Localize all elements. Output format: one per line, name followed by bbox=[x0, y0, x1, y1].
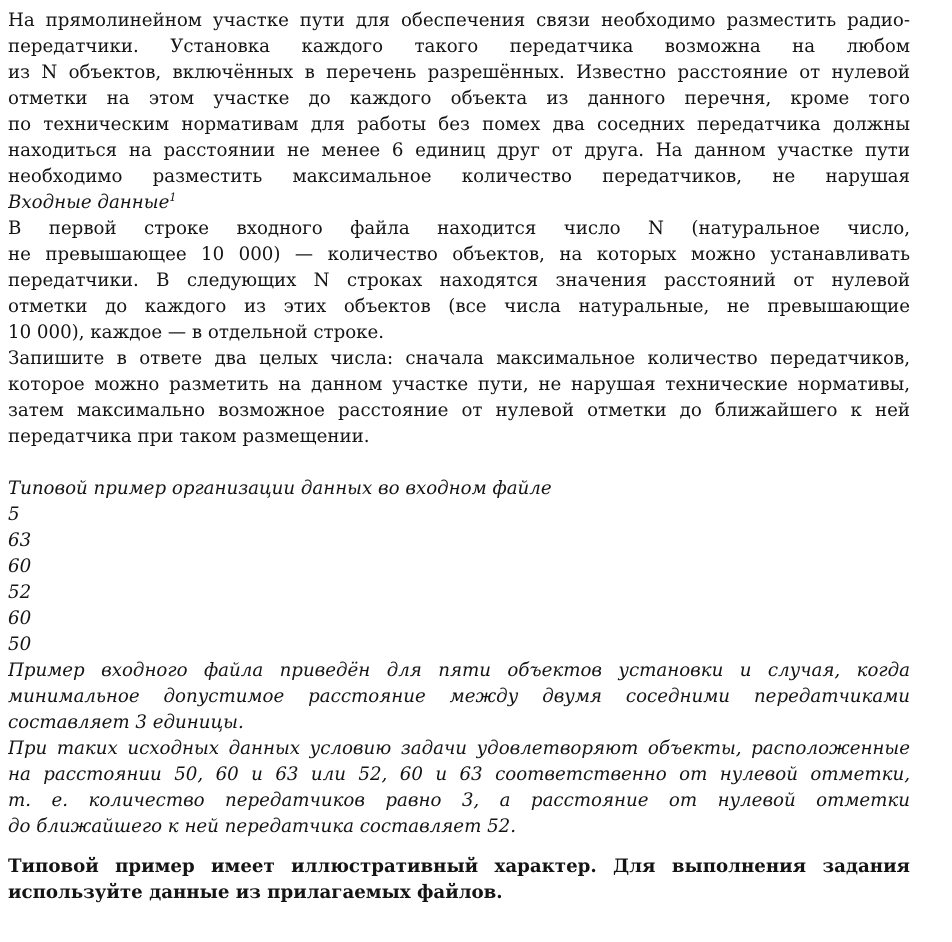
input-line: отметки до каждого из этих объектов (все числа натуральные, не превышающие bbox=[8, 296, 910, 317]
spacer bbox=[8, 840, 910, 854]
closing-line: используйте данные из прилагаемых файлов. bbox=[8, 882, 503, 903]
closing-line: Типовой пример имеет иллюстративный характер. Для выполнения задания bbox=[8, 856, 910, 877]
spacer bbox=[8, 450, 910, 476]
input-line: передатчики. В следующих N строках находятся значения расстояний от нулевой bbox=[8, 270, 910, 291]
example-values bbox=[8, 502, 910, 658]
input-description bbox=[8, 216, 910, 346]
example-result bbox=[8, 736, 910, 840]
footnote-mark: 1 bbox=[169, 190, 177, 204]
example-result-line: т. е. количество передатчиков равно 3, а расстояние от нулевой отметки bbox=[8, 790, 910, 811]
input-line: 10 000), каждое — в отдельной строке. bbox=[8, 322, 385, 343]
intro-line: необходимо разместить максимальное количество передатчиков, не нарушая bbox=[8, 166, 910, 187]
example-note-line: составляет 3 единицы. bbox=[8, 712, 244, 733]
intro-line: по техническим нормативам для работы без помех два соседних передатчика должны bbox=[8, 114, 910, 135]
intro-line: На прямолинейном участке пути для обеспечения связи необходимо разместить радио- bbox=[8, 10, 910, 31]
example-heading: Типовой пример организации данных во входном файле bbox=[8, 478, 552, 499]
example-value: 63 bbox=[8, 530, 32, 551]
answer-line: затем максимально возможное расстояние от нулевой отметки до ближайшего к ней bbox=[8, 400, 910, 421]
example-note-line: Пример входного файла приведён для пяти объектов установки и случая, когда bbox=[8, 660, 910, 681]
closing-note bbox=[8, 854, 910, 906]
intro-line: передатчики. Установка каждого такого передатчика возможна на любом bbox=[8, 36, 910, 57]
example-value: 60 bbox=[8, 556, 32, 577]
answer-line: которое можно разметить на данном участке пути, не нарушая технические нормативы, bbox=[8, 374, 910, 395]
example-result-line: на расстоянии 50, 60 и 63 или 52, 60 и 63 соответственно от нулевой отметки, bbox=[8, 764, 910, 785]
example-value: 60 bbox=[8, 608, 32, 629]
input-heading: Входные данные$^1$ bbox=[8, 190, 177, 213]
example-result-line: При таких исходных данных условию задачи удовлетворяют объекты, расположенные bbox=[8, 738, 910, 759]
intro-line: отметки на этом участке до каждого объекта из данного перечня, кроме того bbox=[8, 88, 910, 109]
example-value: 50 bbox=[8, 634, 32, 655]
example-note bbox=[8, 658, 910, 736]
answer-line: передатчика при таком размещении. bbox=[8, 426, 370, 447]
example-note-line: минимальное допустимое расстояние между двумя соседними передатчиками bbox=[8, 686, 910, 707]
input-line: не превышающее 10 000) — количество объектов, на которых можно устанавливать bbox=[8, 244, 910, 265]
intro-paragraph bbox=[8, 8, 910, 190]
example-result-line: до ближайшего к ней передатчика составляет 52. bbox=[8, 816, 517, 837]
intro-line: из N объектов, включённых в перечень разрешённых. Известно расстояние от нулевой bbox=[8, 62, 910, 83]
example-value: 52 bbox=[8, 582, 32, 603]
answer-line: Запишите в ответе два целых числа: сначала максимальное количество передатчиков, bbox=[8, 348, 910, 369]
document-page bbox=[8, 8, 910, 906]
input-line: В первой строке входного файла находится число N (натуральное число, bbox=[8, 218, 910, 239]
intro-line: находиться на расстоянии не менее 6 единиц друг от друга. На данном участке пути bbox=[8, 140, 910, 161]
answer-instructions bbox=[8, 346, 910, 450]
example-value: 5 bbox=[8, 504, 20, 525]
